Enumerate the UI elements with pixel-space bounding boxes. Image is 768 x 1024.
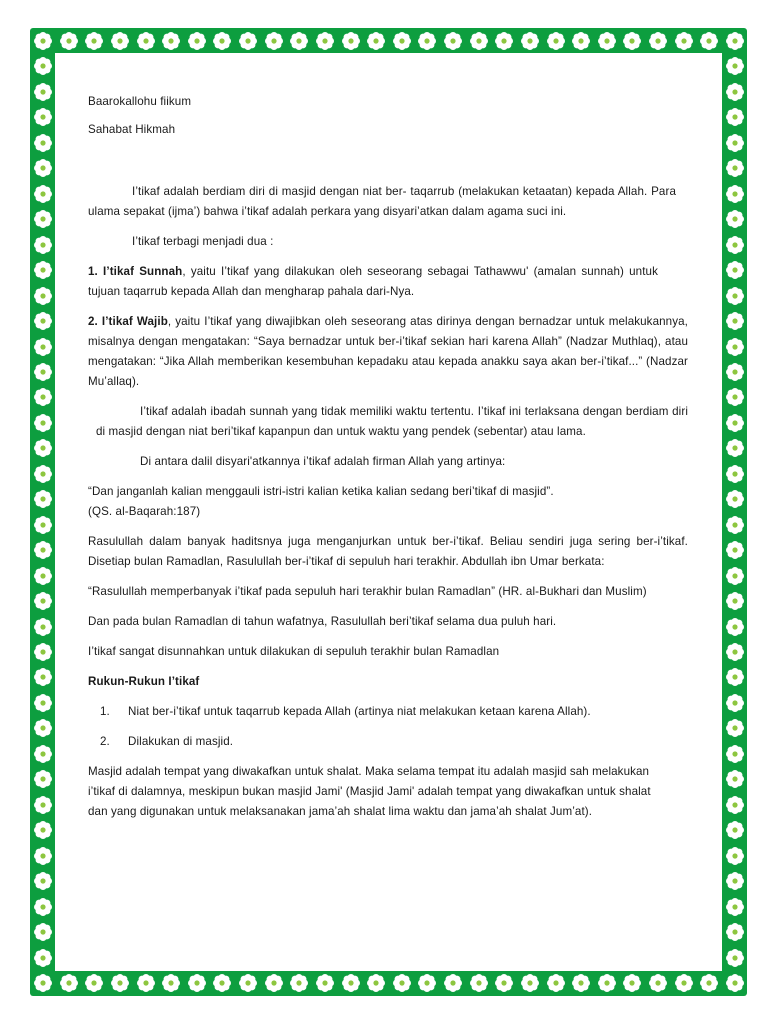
flower-icon [724, 845, 746, 867]
flower-icon [724, 208, 746, 230]
flower-icon [237, 30, 259, 52]
flower-icon [545, 30, 567, 52]
flower-icon [673, 972, 695, 994]
flower-icon [724, 234, 746, 256]
flower-icon [724, 947, 746, 969]
paragraph-hadith-intro: Rasulullah dalam banyak haditsnya juga menganjurkan untuk ber-i’tikaf. Beliau sendiri juga sering ber-i’tikaf. Disetiap bulan Ramadlan, Rasulullah ber-i’tikaf di sepuluh hari terakhir. Abdullah ibn Umar berkata: [88, 535, 688, 568]
flower-icon [724, 106, 746, 128]
flower-icon [724, 285, 746, 307]
rukun-number: 1. [100, 705, 110, 718]
flower-icon [391, 972, 413, 994]
rukun-item [88, 732, 688, 752]
rukun-number: 2. [100, 735, 110, 748]
flower-icon [596, 972, 618, 994]
flower-icon [32, 106, 54, 128]
flower-icon [32, 794, 54, 816]
flower-icon [314, 30, 336, 52]
flower-icon [724, 30, 746, 52]
flower-icon [724, 361, 746, 383]
flower-icon [32, 514, 54, 536]
flower-icon [32, 692, 54, 714]
flower-icon [32, 463, 54, 485]
flower-icon [32, 947, 54, 969]
flower-icon [32, 208, 54, 230]
flower-icon [263, 30, 285, 52]
flower-icon [32, 616, 54, 638]
flower-icon [724, 336, 746, 358]
flower-icon [32, 336, 54, 358]
flower-icon [263, 972, 285, 994]
flower-icon [724, 386, 746, 408]
flower-icon [724, 870, 746, 892]
flower-icon [32, 259, 54, 281]
flower-icon [673, 30, 695, 52]
flower-icon [724, 666, 746, 688]
flower-icon [365, 30, 387, 52]
flower-icon [724, 183, 746, 205]
flower-icon [724, 157, 746, 179]
flower-icon [698, 30, 720, 52]
quote-quran-ref: (QS. al-Baqarah:187) [88, 505, 201, 518]
sunnah-title: 1. I’tikaf Sunnah [88, 265, 183, 278]
flower-icon [32, 132, 54, 154]
flower-icon [288, 30, 310, 52]
flower-icon [724, 972, 746, 994]
flower-icon [724, 437, 746, 459]
flower-icon [724, 514, 746, 536]
flower-icon [468, 30, 490, 52]
flower-icon [32, 845, 54, 867]
paragraph-masjid: Masjid adalah tempat yang diwakafkan untuk shalat. Maka selama tempat itu adalah masjid sah melakukan i’tikaf di dalamnya, meskipun bukan masjid Jami' (Masjid Jami' adalah tempat yang diwakafkan untuk shalat dan yang digunakan untuk melaksanakan jama’ah shalat lima waktu dan jama’ah shalat Jum’at). [88, 765, 651, 818]
flower-icon [32, 819, 54, 841]
rukun-item [88, 702, 688, 722]
flower-icon [724, 717, 746, 739]
paragraph-sunnah-time: I’tikaf adalah ibadah sunnah yang tidak memiliki waktu tertentu. I’tikaf ini terlaksana dengan berdiam diri di masjid dengan niat beri’tikaf kapanpun dan untuk waktu yang pendek (sebentar) atau lama. [96, 405, 688, 438]
flower-icon [32, 768, 54, 790]
flower-icon [32, 234, 54, 256]
flower-icon [724, 692, 746, 714]
greeting: Baarokallohu fiikum [88, 95, 192, 108]
flower-icon [109, 972, 131, 994]
flower-icon [724, 819, 746, 841]
flower-icon [724, 132, 746, 154]
flower-icon [519, 972, 541, 994]
flower-icon [724, 590, 746, 612]
flower-icon [32, 666, 54, 688]
flower-icon [365, 972, 387, 994]
flower-icon [32, 285, 54, 307]
flower-icon [32, 361, 54, 383]
flower-icon [442, 972, 464, 994]
flower-icon [340, 30, 362, 52]
flower-icon [186, 972, 208, 994]
flower-icon [32, 870, 54, 892]
flower-icon [416, 972, 438, 994]
flower-icon [186, 30, 208, 52]
sunnah-text: , yaitu I’tikaf yang dilakukan oleh seseorang sebagai Tathawwu' (amalan sunnah) untuk tujuan taqarrub kepada Allah dan mengharap pahala dari-Nya. [88, 265, 658, 298]
paragraph-types-intro: I’tikaf terbagi menjadi dua : [132, 235, 274, 248]
flower-icon [724, 768, 746, 790]
wajib-text: , yaitu I’tikaf yang diwajibkan oleh seseorang atas dirinya dengan bernadzar untuk melakukannya, misalnya dengan mengatakan: “Saya bernadzar untuk ber-i’tikaf sekian hari karena Allah” (Nadzar Muthlaq), atau mengatakan: “Jika Allah memberikan kesembuhan kepadaku atau kepada anakku saya akan ber-i’tikaf...” (Nadzar Mu’allaq). [88, 315, 688, 388]
flower-icon [314, 972, 336, 994]
flower-icon [58, 972, 80, 994]
document-content [88, 92, 688, 822]
flower-icon [135, 972, 157, 994]
flower-icon [32, 81, 54, 103]
flower-icon [724, 55, 746, 77]
flower-icon [570, 972, 592, 994]
flower-icon [32, 717, 54, 739]
flower-icon [493, 30, 515, 52]
flower-icon [288, 972, 310, 994]
flower-icon [724, 539, 746, 561]
flower-icon [724, 896, 746, 918]
flower-icon [724, 259, 746, 281]
flower-icon [83, 972, 105, 994]
flower-icon [32, 972, 54, 994]
quote-hadith: “Rasulullah memperbanyak i’tikaf pada sepuluh hari terakhir bulan Ramadlan” (HR. al-Bukhari dan Muslim) [88, 585, 647, 598]
flower-icon [724, 921, 746, 943]
paragraph-recommendation: I’tikaf sangat disunnahkan untuk dilakukan di sepuluh terakhir bulan Ramadlan [88, 645, 500, 658]
flower-icon [32, 157, 54, 179]
flower-icon [32, 437, 54, 459]
list-item-wajib [88, 312, 688, 392]
flower-icon [32, 310, 54, 332]
flower-icon [109, 30, 131, 52]
flower-icon [596, 30, 618, 52]
flower-icon [32, 565, 54, 587]
flower-icon [724, 310, 746, 332]
flower-icon [442, 30, 464, 52]
flower-icon [160, 972, 182, 994]
flower-icon [32, 641, 54, 663]
flower-icon [160, 30, 182, 52]
flower-icon [32, 539, 54, 561]
heading-rukun: Rukun-Rukun I’tikaf [88, 675, 200, 688]
flower-icon [32, 183, 54, 205]
flower-icon [724, 488, 746, 510]
flower-icon [340, 972, 362, 994]
flower-icon [647, 30, 669, 52]
flower-icon [32, 55, 54, 77]
flower-icon [698, 972, 720, 994]
flower-icon [32, 921, 54, 943]
wajib-title: 2. I’tikaf Wajib [88, 315, 168, 328]
rukun-text: Niat ber-i’tikaf untuk taqarrub kepada Allah (artinya niat melakukan ketaan karena Allah). [128, 705, 591, 718]
paragraph-dalil-intro: Di antara dalil disyari'atkannya i’tikaf adalah firman Allah yang artinya: [140, 455, 506, 468]
flower-icon [211, 30, 233, 52]
flower-icon [58, 30, 80, 52]
flower-icon [32, 412, 54, 434]
flower-icon [724, 463, 746, 485]
flower-icon [724, 412, 746, 434]
flower-icon [32, 896, 54, 918]
flower-icon [724, 565, 746, 587]
quote-quran-text: “Dan janganlah kalian menggauli istri-istri kalian ketika kalian sedang beri’tikaf di masjid”. [88, 485, 554, 498]
flower-icon [83, 30, 105, 52]
flower-icon [724, 743, 746, 765]
flower-icon [32, 743, 54, 765]
rukun-text: Dilakukan di masjid. [128, 735, 234, 748]
flower-icon [135, 30, 157, 52]
flower-icon [32, 590, 54, 612]
flower-icon [545, 972, 567, 994]
flower-icon [724, 641, 746, 663]
flower-icon [570, 30, 592, 52]
flower-icon [32, 386, 54, 408]
flower-icon [724, 794, 746, 816]
flower-icon [237, 972, 259, 994]
flower-icon [32, 488, 54, 510]
flower-icon [621, 30, 643, 52]
flower-icon [32, 30, 54, 52]
flower-icon [493, 972, 515, 994]
flower-icon [391, 30, 413, 52]
paragraph-last-ramadan: Dan pada bulan Ramadlan di tahun wafatnya, Rasulullah beri’tikaf selama dua puluh hari. [88, 615, 557, 628]
quote-quran [88, 482, 688, 522]
flower-icon [724, 81, 746, 103]
list-item-sunnah [88, 262, 688, 302]
flower-icon [468, 972, 490, 994]
flower-icon [621, 972, 643, 994]
flower-icon [724, 616, 746, 638]
flower-icon [416, 30, 438, 52]
paragraph-definition: I’tikaf adalah berdiam diri di masjid dengan niat ber- taqarrub (melakukan ketaatan) kepada Allah. Para ulama sepakat (ijma’) bahwa i’tikaf adalah perkara yang disyari’atkan dalam agama suci ini. [88, 185, 676, 218]
flower-icon [211, 972, 233, 994]
salutation: Sahabat Hikmah [88, 123, 176, 136]
flower-icon [647, 972, 669, 994]
flower-icon [519, 30, 541, 52]
